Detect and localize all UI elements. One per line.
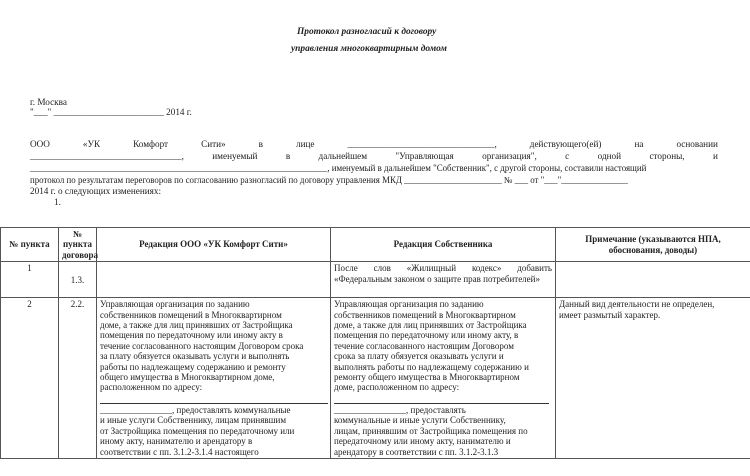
owner-line: доме, расположенном по адресу:	[334, 382, 460, 393]
word: лице	[296, 139, 315, 149]
uk-line: от Застройщика помещения по передаточному или	[100, 425, 295, 436]
owner-line: срока за плату обязуется оказывать услуги и	[334, 351, 504, 362]
word: организация",	[482, 151, 537, 161]
word: действующего(ей)	[529, 139, 602, 149]
uk-line: Управляющая организация по заданию	[100, 299, 250, 310]
uk-line: иному акту, нанимателю и арендатору в	[100, 436, 253, 447]
owner-line: доме, а также для лиц принявших от Застройщика	[334, 320, 527, 331]
word: одной	[597, 151, 622, 161]
word: ООО	[30, 139, 50, 149]
paragraph-line-3: ___________________________________________________________________, именуемый в дальнейшем "Собственник", с другой стороны, составили настоящий	[30, 163, 647, 173]
uk-line: работы по надлежащему содержанию и ремонту	[100, 361, 286, 372]
uk-line: доме, а также для лиц принявших от Застройщика	[100, 320, 293, 331]
paragraph-line-2	[30, 151, 718, 162]
word: с	[565, 151, 570, 161]
uk-line: общего имущества в Многоквартирном доме,	[100, 372, 275, 383]
header-uk-edition: Редакция ООО «УК Комфорт Сити»	[97, 228, 331, 262]
paragraph-line-4: протокол по результатам переговоров по согласованию разногласий по договору управления МКД ______________________ № ___ от "___"_______________	[30, 175, 628, 185]
document-title-line-1: Протокол разногласий к договору	[297, 27, 437, 37]
owner-line: Управляющая организация по заданию	[334, 299, 484, 310]
uk-line: ________________, предоставлять коммунальные	[100, 404, 291, 415]
table-row	[1, 262, 750, 298]
cell-note	[556, 298, 750, 459]
note-line: Данный вид деятельности не определен,	[559, 299, 715, 310]
note-line: имеет размытый характер.	[559, 309, 661, 320]
uk-line: за плату обязуется оказывать услуги и выполнять	[100, 351, 290, 362]
word: и	[712, 151, 718, 161]
owner-line: собственников помещений в Многоквартирном	[334, 309, 516, 320]
owner-line: ________________, предоставлять	[334, 404, 466, 415]
owner-line: ремонту общего имущества в Многоквартирном	[334, 372, 520, 383]
header-note: Примечание (указываются НПА, обоснования, доводы)	[556, 228, 750, 262]
header-contract-num: № пункта договора	[59, 228, 97, 262]
paragraph-line-1	[30, 139, 718, 150]
header-num: № пункта	[1, 228, 59, 262]
word: "Управляющая	[395, 151, 454, 161]
word: в	[285, 151, 291, 161]
word: на	[634, 139, 644, 149]
owner-line: передаточному или иному акту, нанимателю и	[334, 436, 511, 447]
cell-uk-edition	[97, 262, 331, 298]
cell-contract-num: 2.2.	[59, 298, 97, 459]
word: Сити»	[201, 139, 226, 149]
uk-line: и иные услуги Собственнику, лицам принявшим	[100, 415, 287, 426]
cell-uk-edition	[97, 298, 331, 459]
table-header-row	[1, 228, 750, 262]
word: _________________________________,	[30, 151, 184, 161]
uk-line: собственников помещений в Многоквартирном	[100, 309, 282, 320]
word: «УК	[82, 139, 101, 149]
word: ________________________________,	[347, 139, 497, 149]
uk-line: расположенном по адресу:	[100, 382, 203, 393]
owner-line: арендатору в соответствии с пп. 3.1.2-3.1.3	[334, 446, 499, 457]
list-number: 1.	[54, 197, 61, 207]
header-owner-edition: Редакция Собственника	[331, 228, 556, 262]
word: именуемый	[212, 151, 258, 161]
cell-contract-num	[59, 262, 97, 298]
cell-note	[556, 262, 750, 298]
cell-num: 2	[1, 298, 59, 459]
word: стороны,	[649, 151, 685, 161]
word: в	[258, 139, 263, 149]
date-line: "___" ________________________ 2014 г.	[30, 107, 192, 117]
word: Комфорт	[133, 139, 169, 149]
disagreements-table	[0, 227, 750, 459]
document-title-line-2: управления многоквартирным домом	[291, 44, 447, 54]
owner-line: выполнять работы по надлежащему содержанию и	[334, 361, 529, 372]
address-blank-rule	[100, 393, 328, 404]
uk-line: помещения по передаточному или иному акту в	[100, 330, 283, 341]
cell-owner-edition	[331, 298, 556, 459]
owner-line: коммунальные и иные услуги Собственнику,	[334, 415, 506, 426]
city: г. Москва	[30, 97, 67, 107]
address-blank-rule	[334, 393, 549, 404]
table-row	[1, 298, 750, 459]
uk-line: соответствии с пп. 3.1.2-3.1.4 настоящего	[100, 446, 259, 457]
owner-line: помещения по передаточному или иному акту, в	[334, 330, 519, 341]
contract-num-text: 1.3.	[70, 274, 85, 285]
paragraph-line-5: 2014 г. о следующих изменениях:	[30, 186, 162, 196]
word: основании	[676, 139, 718, 149]
cell-owner-edition: После слов «Жилищный кодекс» добавить «Федеральным законом о защите прав потребителей»	[331, 262, 556, 298]
owner-line: течение согласованного настоящим Договором	[334, 340, 514, 351]
word: дальнейшем	[318, 151, 368, 161]
owner-line: лицам, принявшим от Застройщика помещения по	[334, 425, 528, 436]
cell-num: 1	[1, 262, 59, 298]
uk-line: течение согласованного настоящим Договором срока	[100, 340, 304, 351]
